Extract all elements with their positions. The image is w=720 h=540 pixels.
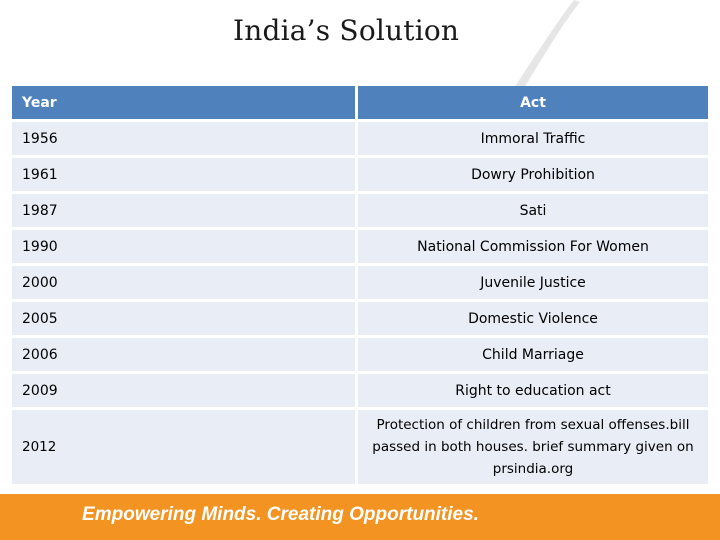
act-column-header: Act xyxy=(358,86,708,119)
year-cell: 2006 xyxy=(12,338,358,371)
table-row xyxy=(12,194,708,227)
year-cell: 1961 xyxy=(12,158,358,191)
table-row xyxy=(12,338,708,371)
acts-table xyxy=(12,83,708,487)
year-cell: 2000 xyxy=(12,266,358,299)
act-cell: Protection of children from sexual offenses.bill passed in both houses. brief summary given on prsindia.org xyxy=(358,410,708,484)
table-row xyxy=(12,410,708,484)
year-cell: 2012 xyxy=(12,410,358,484)
table-row xyxy=(12,230,708,263)
table-row xyxy=(12,266,708,299)
act-cell: Right to education act xyxy=(358,374,708,407)
year-cell: 1987 xyxy=(12,194,358,227)
act-cell: Dowry Prohibition xyxy=(358,158,708,191)
act-cell: Sati xyxy=(358,194,708,227)
table-row xyxy=(12,374,708,407)
act-cell: Juvenile Justice xyxy=(358,266,708,299)
slide-title: India’s Solution xyxy=(233,14,460,47)
year-cell: 1956 xyxy=(12,122,358,155)
table-row xyxy=(12,302,708,335)
year-cell: 2009 xyxy=(12,374,358,407)
year-cell: 1990 xyxy=(12,230,358,263)
swoosh-logo-mark xyxy=(500,0,580,90)
table-row xyxy=(12,158,708,191)
table-header-row xyxy=(12,86,708,119)
year-cell: 2005 xyxy=(12,302,358,335)
table-row xyxy=(12,122,708,155)
act-cell: Domestic Violence xyxy=(358,302,708,335)
act-cell: National Commission For Women xyxy=(358,230,708,263)
year-column-header: Year xyxy=(12,86,358,119)
act-cell: Immoral Traffic xyxy=(358,122,708,155)
footer-tagline: Empowering Minds. Creating Opportunities. xyxy=(82,504,479,525)
act-cell: Child Marriage xyxy=(358,338,708,371)
